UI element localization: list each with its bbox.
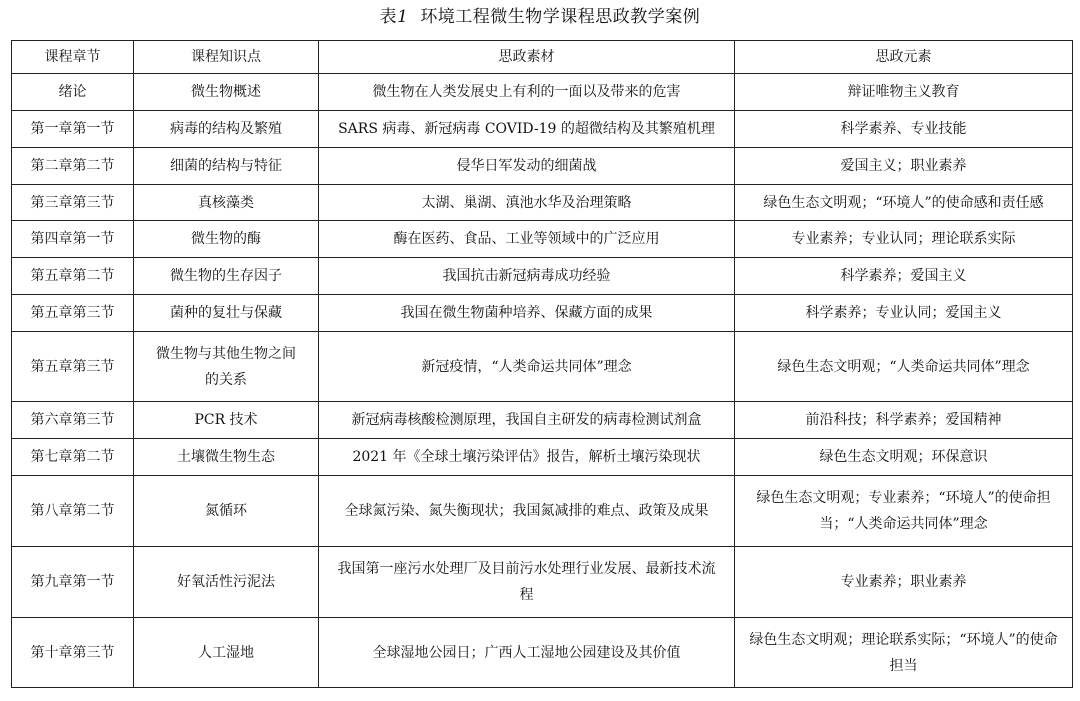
cell-element: 科学素养、专业技能 (735, 111, 1073, 148)
cell-point: 氮循环 (134, 476, 319, 547)
caption-title: 环境工程微生物学课程思政教学案例 (420, 7, 701, 27)
cell-element: 专业素养；职业素养 (735, 547, 1073, 618)
table-row (12, 148, 1073, 185)
cell-chapter: 第十章第三节 (12, 618, 134, 688)
cell-chapter: 第一章第一节 (12, 111, 134, 148)
cell-material: 2021 年《全球土壤污染评估》报告，解析土壤污染现状 (319, 439, 735, 476)
cell-material: 全球氮污染、氮失衡现状；我国氮减排的难点、政策及成果 (319, 476, 735, 547)
cell-chapter: 第五章第二节 (12, 258, 134, 295)
cell-element: 科学素养；专业认同；爱国主义 (735, 295, 1073, 332)
cell-point: 真核藻类 (134, 185, 319, 221)
cell-point: PCR 技术 (134, 402, 319, 439)
table-row (12, 618, 1073, 688)
cell-chapter: 第二章第二节 (12, 148, 134, 185)
cell-element: 绿色生态文明观；环保意识 (735, 439, 1073, 476)
cell-point: 细菌的结构与特征 (134, 148, 319, 185)
cell-chapter: 第四章第一节 (12, 221, 134, 258)
cell-chapter: 绪论 (12, 74, 134, 111)
cell-material: 全球湿地公园日；广西人工湿地公园建设及其价值 (319, 618, 735, 688)
header-row (12, 41, 1073, 74)
cell-point: 微生物概述 (134, 74, 319, 111)
cell-point: 病毒的结构及繁殖 (134, 111, 319, 148)
cell-chapter: 第五章第三节 (12, 295, 134, 332)
table-row (12, 547, 1073, 618)
cell-element: 爱国主义；职业素养 (735, 148, 1073, 185)
table-row (12, 439, 1073, 476)
cell-chapter: 第三章第三节 (12, 185, 134, 221)
cell-material: 新冠疫情，“人类命运共同体”理念 (319, 332, 735, 402)
cell-material: 我国在微生物菌种培养、保藏方面的成果 (319, 295, 735, 332)
cell-material: 我国抗击新冠病毒成功经验 (319, 258, 735, 295)
cell-chapter: 第九章第一节 (12, 547, 134, 618)
cell-material: 新冠病毒核酸检测原理，我国自主研发的病毒检测试剂盒 (319, 402, 735, 439)
cell-element: 绿色生态文明观；理论联系实际；“环境人”的使命担当 (735, 618, 1073, 688)
header-point: 课程知识点 (134, 41, 319, 74)
header-chapter: 课程章节 (12, 41, 134, 74)
cell-material: 侵华日军发动的细菌战 (319, 148, 735, 185)
cell-element: 科学素养；爱国主义 (735, 258, 1073, 295)
cell-element: 前沿科技；科学素养；爱国精神 (735, 402, 1073, 439)
cell-point: 土壤微生物生态 (134, 439, 319, 476)
cell-point: 菌种的复壮与保藏 (134, 295, 319, 332)
cell-point: 微生物的生存因子 (134, 258, 319, 295)
table-row (12, 332, 1073, 402)
case-table (11, 40, 1073, 688)
caption-number: 1 (397, 7, 409, 27)
table-row (12, 295, 1073, 332)
cell-material: 太湖、巢湖、滇池水华及治理策略 (319, 185, 735, 221)
cell-point: 人工湿地 (134, 618, 319, 688)
table-row (12, 402, 1073, 439)
cell-element: 绿色生态文明观；专业素养；“环境人”的使命担当；“人类命运共同体”理念 (735, 476, 1073, 547)
cell-point: 微生物的酶 (134, 221, 319, 258)
cell-element: 绿色生态文明观；“环境人”的使命感和责任感 (735, 185, 1073, 221)
caption-label: 表 (379, 7, 398, 27)
cell-chapter: 第八章第二节 (12, 476, 134, 547)
header-material: 思政素材 (319, 41, 735, 74)
table-row (12, 185, 1073, 221)
table-row (12, 221, 1073, 258)
table-row (12, 258, 1073, 295)
cell-chapter: 第六章第三节 (12, 402, 134, 439)
cell-point: 好氧活性污泥法 (134, 547, 319, 618)
cell-element: 专业素养；专业认同；理论联系实际 (735, 221, 1073, 258)
cell-chapter: 第七章第二节 (12, 439, 134, 476)
cell-material: 微生物在人类发展史上有利的一面以及带来的危害 (319, 74, 735, 111)
table-row (12, 74, 1073, 111)
table-row (12, 476, 1073, 547)
header-element: 思政元素 (735, 41, 1073, 74)
table-caption (0, 4, 1080, 30)
cell-element: 辩证唯物主义教育 (735, 74, 1073, 111)
cell-point: 微生物与其他生物之间的关系 (134, 332, 319, 402)
cell-material: 我国第一座污水处理厂及目前污水处理行业发展、最新技术流程 (319, 547, 735, 618)
cell-chapter: 第五章第三节 (12, 332, 134, 402)
cell-element: 绿色生态文明观；“人类命运共同体”理念 (735, 332, 1073, 402)
table-row (12, 111, 1073, 148)
cell-material: 酶在医药、食品、工业等领域中的广泛应用 (319, 221, 735, 258)
cell-material: SARS 病毒、新冠病毒 COVID-19 的超微结构及其繁殖机理 (319, 111, 735, 148)
